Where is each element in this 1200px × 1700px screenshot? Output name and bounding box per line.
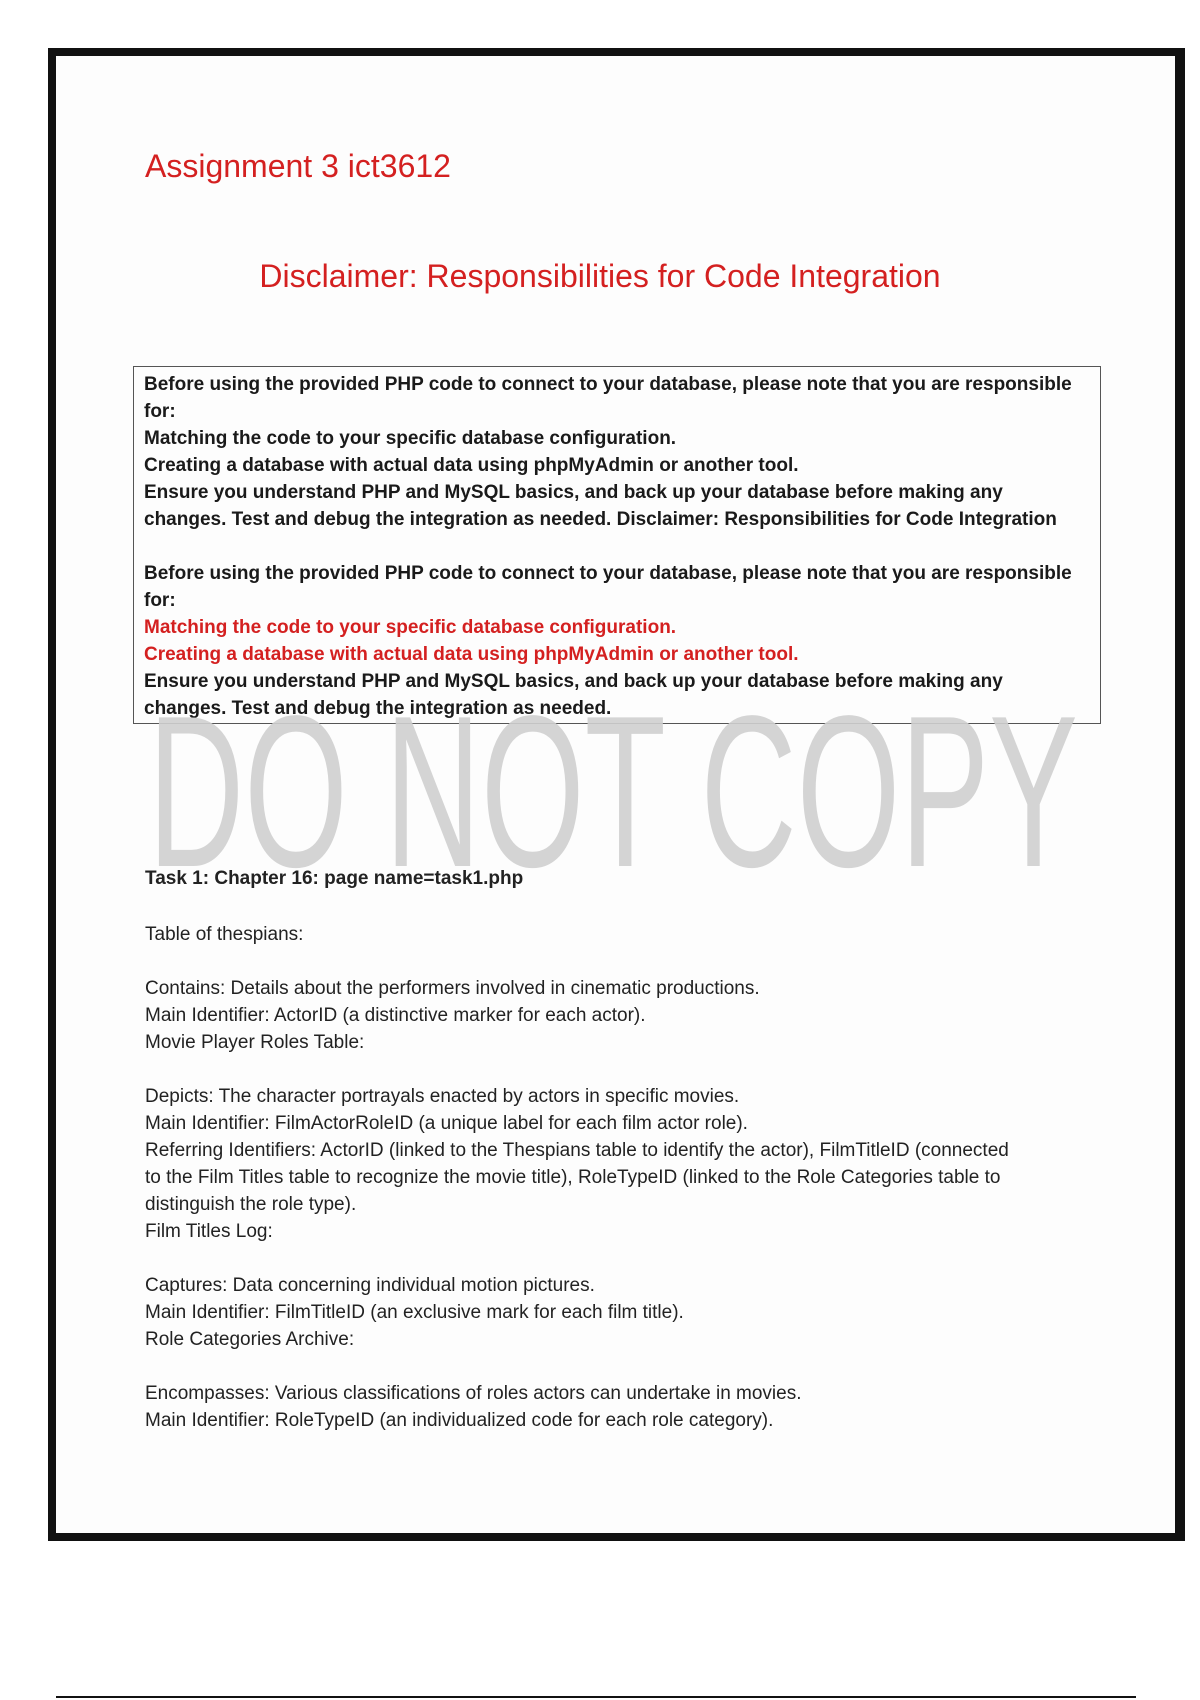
task-intro: Table of thespians:: [145, 924, 304, 945]
task-line: Referring Identifiers: ActorID (linked to the Thespians table to identify the actor), FilmTitleID (connected: [145, 1140, 1009, 1161]
notice-line: Before using the provided PHP code to connect to your database, please note that you are responsible: [144, 374, 1072, 395]
notice-line: Matching the code to your specific database configuration.: [144, 428, 677, 449]
task-line: Main Identifier: FilmTitleID (an exclusive mark for each film title).: [145, 1302, 684, 1323]
notice-line: Ensure you understand PHP and MySQL basics, and back up your database before making any: [144, 671, 1003, 692]
bottom-rule: [56, 1696, 1136, 1698]
notice-line: changes. Test and debug the integration as needed. Disclaimer: Responsibilities for Code Integration: [144, 509, 1057, 530]
task-line: Main Identifier: ActorID (a distinctive marker for each actor).: [145, 1005, 646, 1026]
notice-line: Creating a database with actual data using phpMyAdmin or another tool.: [144, 455, 799, 476]
paragraph-gap: [144, 533, 1090, 560]
notice-line: for:: [144, 590, 176, 611]
notice-line: Ensure you understand PHP and MySQL basics, and back up your database before making any: [144, 482, 1003, 503]
task-line: Captures: Data concerning individual motion pictures.: [145, 1275, 595, 1296]
paragraph-gap: [145, 1056, 1090, 1083]
notice-line: changes. Test and debug the integration as needed.: [144, 698, 612, 719]
watermark-text: DO NOT COPY: [148, 671, 1078, 880]
task-heading: Task 1: Chapter 16: page name=task1.php: [145, 868, 524, 889]
task-line: Encompasses: Various classifications of roles actors can undertake in movies.: [145, 1383, 802, 1404]
notice-line: for:: [144, 401, 176, 422]
notice-line-highlighted: Matching the code to your specific database configuration.: [144, 617, 677, 638]
notice-line-highlighted: Creating a database with actual data using phpMyAdmin or another tool.: [144, 644, 799, 665]
task-line: Contains: Details about the performers involved in cinematic productions.: [145, 978, 760, 999]
task-line: Film Titles Log:: [145, 1221, 273, 1242]
paragraph-gap: [145, 1245, 1090, 1272]
paragraph-gap: [145, 948, 1090, 975]
disclaimer-heading: Disclaimer: Responsibilities for Code Integration: [259, 258, 941, 294]
task-line: Movie Player Roles Table:: [145, 1032, 365, 1053]
task-section: [145, 865, 1090, 1434]
disclaimer-notice-box: [133, 366, 1101, 724]
task-line: distinguish the role type).: [145, 1194, 357, 1215]
paragraph-gap: [145, 1353, 1090, 1380]
task-line: Depicts: The character portrayals enacted by actors in specific movies.: [145, 1086, 740, 1107]
task-line: Main Identifier: FilmActorRoleID (a unique label for each film actor role).: [145, 1113, 748, 1134]
document-title: Assignment 3 ict3612: [145, 148, 451, 184]
task-line: Main Identifier: RoleTypeID (an individualized code for each role category).: [145, 1410, 774, 1431]
task-line: to the Film Titles table to recognize the movie title), RoleTypeID (linked to the Role Categories table to: [145, 1167, 1001, 1188]
task-line: Role Categories Archive:: [145, 1329, 355, 1350]
notice-line: Before using the provided PHP code to connect to your database, please note that you are responsible: [144, 563, 1072, 584]
